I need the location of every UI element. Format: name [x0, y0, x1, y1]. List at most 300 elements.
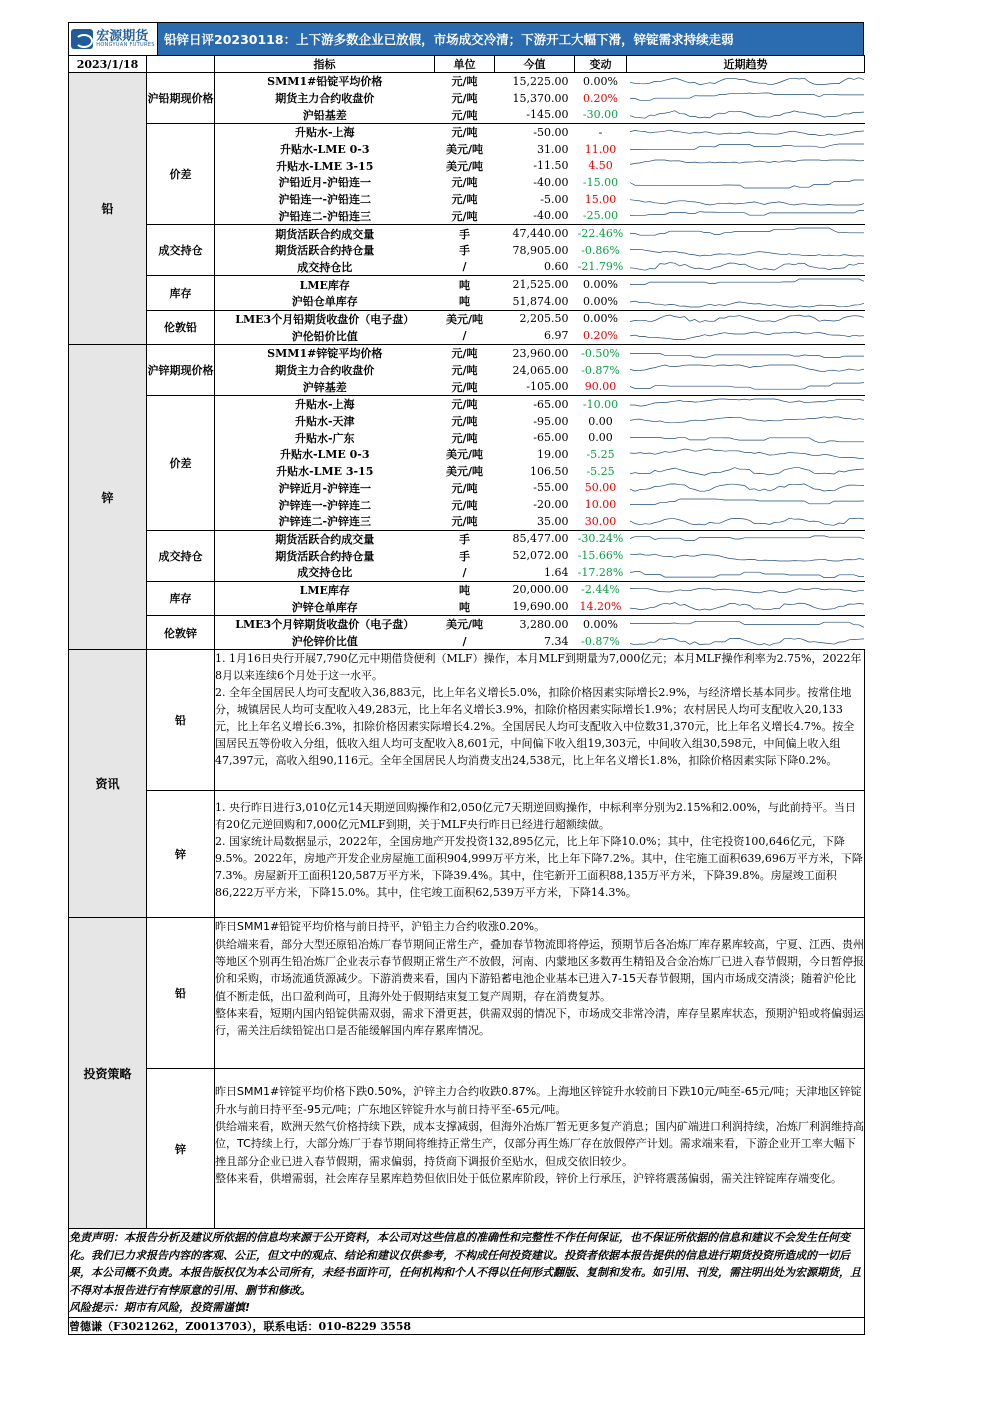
value-cell: 6.97 — [495, 327, 575, 344]
change-cell: -0.86% — [581, 243, 620, 257]
trend-cell — [627, 581, 865, 598]
trend-sparkline — [627, 414, 867, 429]
strategy-lead-p2: 供给端来看，部分大型还原铅冶炼厂春节期间正常生产，叠加春节物流即将停运，预期节后各冶炼厂库存累库较高，宁夏、江西、贵州等地区个别再生铅冶炼厂企业表示春节假期正常生产不放假，河南、内蒙地区多数再生精铅及合金冶炼厂已进入春节假期，今日暂停报价和采购，市场流通货源减少。下游消费来看，国内下游铅蓄电池企业基本已进入7-15天春节假期，国内市场成交清淡；随着沪伦比值不断走低，出口盈利尚可，且海外处于假期结束复工复产周期，存在消费复苏。 — [215, 937, 864, 1003]
trend-cell — [627, 310, 865, 327]
group-label: 成交持仓 — [147, 530, 215, 581]
indicator-cell: 期货活跃合约持仓量 — [275, 549, 375, 563]
trend-sparkline — [627, 464, 867, 479]
indicator-cell: 沪铅连一-沪铅连二 — [278, 193, 372, 207]
strategy-zinc-label: 锌 — [147, 1069, 215, 1229]
unit-cell: / — [435, 564, 495, 581]
sparkline-path — [630, 353, 864, 357]
trend-cell — [627, 225, 865, 242]
sparkline-path — [630, 638, 864, 645]
value-cell: 23,960.00 — [512, 346, 569, 360]
change-cell: -21.79% — [575, 259, 627, 276]
col-change: 变动 — [575, 56, 627, 73]
report-title: 铅锌日评20230118：上下游多数企业已放假，市场成交冷清；下游开工大幅下滑，锌锭需求持续走弱 — [158, 23, 863, 55]
table-row — [69, 225, 865, 242]
unit-cell: 元/吨 — [451, 176, 478, 190]
report-header — [68, 22, 864, 55]
trend-sparkline — [627, 447, 867, 462]
info-lead-row — [69, 650, 865, 791]
trend-cell — [627, 598, 865, 615]
trend-sparkline — [627, 208, 867, 223]
value-cell: 21,525.00 — [512, 278, 569, 292]
change-cell: 0.00% — [583, 617, 618, 631]
strategy-zinc-p3: 整体来看，供增需弱，社会库存呈累库趋势但依旧处于低位累库阶段，锌价上行承压，沪锌将震荡偏弱，需关注锌锭库存端变化。 — [215, 1171, 842, 1185]
change-cell: 14.20% — [575, 598, 627, 615]
value-cell: 15,225.00 — [512, 74, 569, 88]
trend-cell — [627, 378, 865, 395]
info-zinc-p1: 1. 央行昨日进行3,010亿元14天期逆回购操作和2,050亿元7天期逆回购操作，中标利率分别为2.15%和2.00%，与此前持平。当日有20亿元逆回购和7,000亿元MLF到期，关于MLF央行昨日已经进行超额续做。 — [215, 801, 856, 832]
value-cell: 106.50 — [530, 464, 569, 478]
report-date: 2023/1/18 — [69, 56, 147, 73]
logo — [69, 23, 158, 55]
unit-cell: 手 — [459, 549, 470, 563]
sparkline-path — [630, 279, 864, 285]
sparkline-path — [630, 144, 864, 150]
trend-cell — [627, 90, 865, 107]
trend-sparkline — [627, 346, 867, 361]
col-value: 今值 — [495, 56, 575, 73]
trend-sparkline — [627, 363, 867, 378]
change-cell: 11.00 — [584, 142, 617, 156]
value-cell: 20,000.00 — [512, 583, 569, 597]
trend-cell — [627, 564, 865, 581]
unit-cell: 元/吨 — [451, 481, 478, 495]
indicator-cell: 沪锌近月-沪锌连一 — [278, 481, 372, 495]
unit-cell: 吨 — [435, 293, 495, 310]
unit-cell: 元/吨 — [435, 378, 495, 395]
trend-cell — [627, 345, 865, 362]
trend-cell — [627, 293, 865, 310]
trend-sparkline — [627, 328, 867, 343]
unit-cell: 美元/吨 — [445, 465, 484, 479]
trend-cell — [627, 276, 865, 293]
sparkline-path — [630, 301, 864, 307]
indicator-cell: 期货活跃合约持仓量 — [275, 244, 375, 258]
change-cell: -15.00 — [582, 175, 619, 189]
trend-sparkline — [627, 277, 867, 292]
value-cell: -55.00 — [533, 481, 569, 495]
change-cell: -2.44% — [581, 583, 620, 597]
unit-cell: 美元/吨 — [445, 618, 484, 632]
strategy-zinc-p1: 昨日SMM1#锌锭平均价格下跌0.50%，沪锌主力合约收跌0.87%。上海地区锌锭升水较前日下跌10元/吨至-65元/吨；天津地区锌锭升水与前日持平至-95元/吨；广东地区锌锭升水与前日持平至-65元/吨。 — [215, 1085, 862, 1116]
indicator-cell: 升贴水-广东 — [294, 431, 355, 445]
sparkline-path — [630, 484, 864, 491]
value-cell: -65.00 — [533, 431, 569, 445]
trend-sparkline — [627, 175, 867, 190]
trend-sparkline — [627, 582, 867, 597]
unit-cell: 元/吨 — [451, 126, 478, 140]
unit-cell: 手 — [459, 244, 470, 258]
change-cell: -0.87% — [581, 363, 620, 377]
strategy-zinc-row — [69, 1069, 865, 1229]
table-row — [69, 581, 865, 598]
indicator-cell: LME库存 — [299, 278, 350, 292]
trend-cell — [627, 208, 865, 225]
disclaimer-row — [69, 1229, 865, 1318]
unit-cell: 元/吨 — [435, 106, 495, 123]
info-zinc-p2: 2. 国家统计局数据显示，2022年，全国房地产开发投资132,895亿元，比上年下降10.0%；其中，住宅投资100,646亿元，下降9.5%。2022年，房地产开发企业房屋施工面积904,999万平方米，比上年下降7.2%。其中，住宅施工面积639,696万平方米，下降7.3%。房屋新开工面积120,587万平方米，下降39.4%。其中，住宅新开工面积88,135万平方米，下降39.8%。房屋竣工面积86,222万平方米，下降15.0%。其中，住宅竣工面积62,539万平方米，下降14.3%。 — [215, 835, 863, 900]
sparkline-path — [630, 399, 864, 406]
change-cell: -30.24% — [577, 532, 624, 546]
trend-sparkline — [627, 294, 867, 309]
indicator-cell: 沪锌仓单库存 — [215, 598, 435, 615]
table-row — [69, 530, 865, 547]
sparkline-path — [630, 622, 864, 628]
sparkline-path — [630, 383, 864, 390]
indicator-cell: 沪锌连一-沪锌连二 — [278, 498, 372, 512]
info-lead-text — [215, 650, 865, 791]
unit-cell: 手 — [459, 532, 470, 546]
trend-cell — [627, 513, 865, 530]
unit-cell: 元/吨 — [451, 431, 478, 445]
group-label: 沪铅期现价格 — [147, 73, 215, 124]
unit-cell: 美元/吨 — [445, 143, 484, 157]
sparkline-path — [630, 536, 864, 541]
value-cell: 47,440.00 — [512, 227, 569, 241]
indicator-cell: LME库存 — [299, 583, 350, 597]
unit-cell: 吨 — [459, 583, 470, 597]
trend-cell — [627, 157, 865, 174]
trend-sparkline — [627, 243, 867, 258]
indicator-cell: 升贴水-LME 0-3 — [279, 143, 370, 157]
logo-icon — [71, 29, 93, 49]
info-zinc-label: 锌 — [147, 791, 215, 918]
lead-section-label: 铅 — [69, 73, 147, 345]
indicator-cell: 沪伦锌价比值 — [215, 633, 435, 650]
indicator-cell: 升贴水-LME 0-3 — [279, 448, 370, 462]
trend-cell — [627, 124, 865, 141]
sparkline-path — [630, 571, 864, 577]
change-cell: 0.00% — [575, 293, 627, 310]
value-cell: 85,477.00 — [512, 532, 569, 546]
indicator-cell: 期货主力合约收盘价 — [275, 92, 375, 106]
unit-cell: 元/吨 — [435, 208, 495, 225]
change-cell: 0.00% — [583, 74, 618, 88]
trend-sparkline — [627, 531, 867, 546]
change-cell: 90.00 — [575, 378, 627, 395]
unit-cell: 元/吨 — [451, 398, 478, 412]
indicator-cell: 沪铅基差 — [215, 106, 435, 123]
value-cell: -40.00 — [533, 175, 569, 189]
change-cell: -5.25 — [586, 447, 615, 461]
value-cell: -105.00 — [495, 378, 575, 395]
group-label: 沪锌期现价格 — [147, 345, 215, 396]
indicator-cell: 沪锌连二-沪锌连三 — [215, 513, 435, 530]
sparkline-path — [630, 416, 864, 422]
indicator-cell: 期货主力合约收盘价 — [275, 364, 375, 378]
trend-cell — [627, 242, 865, 259]
trend-cell — [627, 174, 865, 191]
trend-sparkline — [627, 565, 867, 580]
data-table — [68, 55, 865, 650]
trend-sparkline — [627, 226, 867, 241]
value-cell: -20.00 — [533, 498, 569, 512]
trend-cell — [627, 413, 865, 430]
sparkline-path — [630, 160, 864, 164]
change-cell: -10.00 — [582, 397, 619, 411]
value-cell: 24,065.00 — [512, 363, 569, 377]
col-unit: 单位 — [435, 56, 495, 73]
strategy-zinc-text — [215, 1069, 865, 1229]
indicator-cell: 升贴水-天津 — [294, 415, 355, 429]
indicator-cell: 升贴水-上海 — [294, 126, 355, 140]
info-lead-p1: 1. 1月16日央行开展7,790亿元中期借贷便利（MLF）操作，本月MLF到期量为7,000亿元；本月MLF操作利率为2.75%，2022年8月以来连续6个月处于这一水平。 — [215, 652, 862, 683]
value-cell: 7.34 — [495, 633, 575, 650]
change-cell: 50.00 — [584, 481, 617, 495]
info-zinc-row — [69, 791, 865, 918]
unit-cell: 元/吨 — [451, 347, 478, 361]
group-label: 伦敦铅 — [147, 310, 215, 344]
report-page — [68, 22, 864, 1335]
unit-cell: 元/吨 — [451, 498, 478, 512]
sparkline-path — [630, 467, 864, 475]
value-cell: 15,370.00 — [512, 91, 569, 105]
change-cell: 0.20% — [575, 327, 627, 344]
unit-cell: 元/吨 — [451, 415, 478, 429]
sparkline-path — [630, 499, 864, 505]
table-row — [69, 73, 865, 90]
unit-cell: 吨 — [459, 278, 470, 292]
unit-cell: 元/吨 — [435, 513, 495, 530]
group-label: 价差 — [147, 396, 215, 531]
indicator-cell: 沪锌基差 — [215, 378, 435, 395]
strategy-lead-label: 铅 — [147, 918, 215, 1069]
sparkline-path — [630, 130, 864, 135]
author-row — [69, 1317, 865, 1334]
table-header — [69, 56, 865, 73]
sparkline-path — [630, 111, 864, 119]
trend-sparkline — [627, 617, 867, 632]
group-label: 成交持仓 — [147, 225, 215, 276]
indicator-cell: 沪铅仓单库存 — [215, 293, 435, 310]
strategy-zinc-p2: 供给端来看，欧洲天然气价格持续下跌，成本支撑减弱，但海外冶炼厂暂无更多复产消息；国内矿端进口利润持续，冶炼厂利润维持高位，TC持续上行，大部分炼厂于春节期间将维持正常生产，仅部分再生炼厂存在放假停产计划。需求端来看，下游企业开工率大幅下挫且部分企业已进入春节假期，需求偏弱，持货商下调报价至贴水，但成交依旧较少。 — [215, 1119, 864, 1168]
indicator-cell: 成交持仓比 — [215, 259, 435, 276]
trend-sparkline — [627, 599, 867, 614]
value-cell: 52,072.00 — [512, 549, 569, 563]
trend-sparkline — [627, 259, 867, 274]
trend-sparkline — [627, 107, 867, 122]
trend-sparkline — [627, 430, 867, 445]
header-blank — [147, 56, 215, 73]
value-cell: -145.00 — [495, 106, 575, 123]
sparkline-path — [630, 332, 864, 340]
indicator-cell: LME3个月铅期货收盘价（电子盘） — [235, 312, 415, 326]
trend-cell — [627, 191, 865, 208]
value-cell: -50.00 — [533, 125, 569, 139]
change-cell: -17.28% — [575, 564, 627, 581]
trend-cell — [627, 446, 865, 463]
value-cell: 78,905.00 — [512, 243, 569, 257]
trend-cell — [627, 530, 865, 547]
indicator-cell: 沪铅近月-沪铅连一 — [278, 176, 372, 190]
trend-cell — [627, 73, 865, 90]
change-cell: -30.00 — [575, 106, 627, 123]
trend-cell — [627, 106, 865, 123]
group-label: 价差 — [147, 124, 215, 225]
table-row — [69, 124, 865, 141]
trend-sparkline — [627, 158, 867, 173]
trend-sparkline — [627, 497, 867, 512]
author-contact: 曾德谦（F3021262，Z0013703），联系电话：010-8229 3558 — [69, 1317, 865, 1334]
sparkline-path — [630, 228, 864, 235]
logo-name: 宏源期货 — [96, 29, 149, 44]
strategy-lead-text — [215, 918, 865, 1069]
value-cell: 2,205.50 — [519, 312, 569, 326]
table-row — [69, 616, 865, 633]
sparkline-path — [630, 93, 864, 100]
change-cell: -25.00 — [575, 208, 627, 225]
change-cell: 0.00% — [583, 278, 618, 292]
value-cell: 3,280.00 — [519, 617, 569, 631]
trend-sparkline — [627, 91, 867, 106]
trend-sparkline — [627, 142, 867, 157]
info-zinc-text — [215, 791, 865, 918]
table-row — [69, 396, 865, 413]
info-table — [68, 650, 865, 1335]
trend-sparkline — [627, 514, 867, 529]
risk-warning: 风险提示：期市有风险，投资需谨慎! — [69, 1301, 251, 1315]
trend-cell — [627, 463, 865, 480]
trend-sparkline — [627, 192, 867, 207]
sparkline-path — [630, 263, 864, 271]
indicator-cell: SMM1#锌锭平均价格 — [267, 347, 383, 361]
indicator-cell: 沪伦铅价比值 — [215, 327, 435, 344]
col-trend: 近期趋势 — [627, 56, 865, 73]
trend-cell — [627, 259, 865, 276]
change-cell: -15.66% — [577, 549, 624, 563]
trend-sparkline — [627, 634, 867, 649]
sparkline-path — [630, 518, 864, 525]
value-cell: 19.00 — [537, 447, 569, 461]
unit-cell: 手 — [459, 227, 470, 241]
sparkline-path — [630, 199, 864, 204]
trend-cell — [627, 616, 865, 633]
sparkline-path — [630, 78, 864, 85]
info-lead-p2: 2. 全年全国居民人均可支配收入36,883元，比上年名义增长5.0%，扣除价格因素实际增长2.9%，与经济增长基本同步。按常住地分，城镇居民人均可支配收入49,283元，比上年名义增长3.9%，扣除价格因素实际增长1.9%；农村居民人均可支配收入20,133元，比上年名义增长6.3%，扣除价格因素实际增长4.2%。全国居民人均可支配收入中位数31,370元，比上年名义增长4.7%。按全国居民五等份收入分组，低收入组人均可支配收入8,601元，中间偏下收入组19,303元，中间收入组30,598元，中间偏上收入组47,397元，高收入组90,116元。全年全国居民人均消费支出24,538元，比上年名义增长1.8%，扣除价格因素实际下降0.2%。 — [215, 686, 855, 768]
strategy-lead-row — [69, 918, 865, 1069]
value-cell: 31.00 — [537, 142, 569, 156]
change-cell: -0.50% — [581, 346, 620, 360]
value-cell: 35.00 — [495, 513, 575, 530]
indicator-cell: SMM1#铅锭平均价格 — [267, 75, 383, 89]
change-cell: 0.00 — [588, 414, 613, 428]
group-label: 库存 — [147, 581, 215, 615]
change-cell: 0.20% — [583, 91, 618, 105]
sparkline-path — [630, 554, 864, 561]
unit-cell: 元/吨 — [451, 75, 478, 89]
table-row — [69, 310, 865, 327]
unit-cell: 吨 — [435, 598, 495, 615]
value-cell: 1.64 — [495, 564, 575, 581]
change-cell: - — [598, 125, 603, 139]
trend-sparkline — [627, 125, 867, 140]
group-label: 伦敦锌 — [147, 616, 215, 650]
logo-english: HONGYUAN FUTURES — [96, 42, 155, 48]
sparkline-path — [630, 449, 864, 459]
trend-cell — [627, 362, 865, 379]
trend-cell — [627, 396, 865, 413]
unit-cell: 元/吨 — [451, 92, 478, 106]
sparkline-path — [630, 315, 864, 322]
unit-cell: 元/吨 — [451, 193, 478, 207]
info-lead-label: 铅 — [147, 650, 215, 791]
unit-cell: / — [435, 259, 495, 276]
change-cell: -22.46% — [577, 227, 624, 241]
change-cell: 4.50 — [588, 159, 613, 173]
indicator-cell: 升贴水-LME 3-15 — [276, 465, 374, 479]
value-cell: -65.00 — [533, 397, 569, 411]
zinc-section-label: 锌 — [69, 345, 147, 650]
change-cell: 30.00 — [575, 513, 627, 530]
value-cell: 0.60 — [495, 259, 575, 276]
group-label: 库存 — [147, 276, 215, 310]
disclaimer — [69, 1229, 865, 1318]
trend-sparkline — [627, 548, 867, 563]
trend-sparkline — [627, 480, 867, 495]
value-cell: -40.00 — [495, 208, 575, 225]
trend-sparkline — [627, 311, 867, 326]
indicator-cell: 成交持仓比 — [215, 564, 435, 581]
trend-sparkline — [627, 397, 867, 412]
table-row — [69, 276, 865, 293]
unit-cell: 美元/吨 — [445, 159, 484, 173]
sparkline-path — [630, 603, 864, 611]
indicator-cell: LME3个月锌期货收盘价（电子盘） — [235, 618, 415, 632]
value-cell: -11.50 — [533, 159, 569, 173]
unit-cell: 美元/吨 — [445, 312, 484, 326]
indicator-cell: 沪铅连二-沪铅连三 — [215, 208, 435, 225]
strategy-lead-p3: 整体来看，短期内国内铅锭供需双弱，需求下滑更甚，供需双弱的情况下，市场成交非常冷清，库存呈累库状态，预期沪铅或将偏弱运行，需关注后续铅锭出口是否能缓解国内库存累库情况。 — [215, 1006, 864, 1038]
indicator-cell: 期货活跃合约成交量 — [275, 227, 375, 241]
strategy-label: 投资策略 — [69, 918, 147, 1229]
info-label: 资讯 — [69, 650, 147, 918]
sparkline-path — [630, 365, 864, 372]
sparkline-path — [630, 249, 864, 256]
unit-cell: 元/吨 — [451, 364, 478, 378]
indicator-cell: 升贴水-LME 3-15 — [276, 159, 374, 173]
indicator-cell: 升贴水-上海 — [294, 398, 355, 412]
strategy-lead-p1: 昨日SMM1#铅锭平均价格与前日持平，沪铅主力合约收涨0.20%。 — [215, 920, 546, 934]
change-cell: 10.00 — [584, 498, 617, 512]
unit-cell: / — [435, 633, 495, 650]
trend-cell — [627, 327, 865, 344]
trend-cell — [627, 547, 865, 564]
sparkline-path — [630, 438, 864, 443]
change-cell: -5.25 — [586, 464, 615, 478]
change-cell: 15.00 — [584, 192, 617, 206]
unit-cell: / — [435, 327, 495, 344]
col-indicator: 指标 — [215, 56, 435, 73]
trend-cell — [627, 496, 865, 513]
change-cell: 0.00 — [588, 431, 613, 445]
sparkline-path — [630, 211, 864, 216]
value-cell: 51,874.00 — [495, 293, 575, 310]
indicator-cell: 期货活跃合约成交量 — [275, 532, 375, 546]
trend-sparkline — [627, 379, 867, 394]
trend-cell — [627, 141, 865, 158]
value-cell: -5.00 — [540, 192, 569, 206]
sparkline-path — [630, 180, 864, 188]
trend-cell — [627, 429, 865, 446]
trend-cell — [627, 633, 865, 650]
trend-cell — [627, 480, 865, 497]
trend-sparkline — [627, 74, 867, 89]
change-cell: 0.00% — [583, 312, 618, 326]
